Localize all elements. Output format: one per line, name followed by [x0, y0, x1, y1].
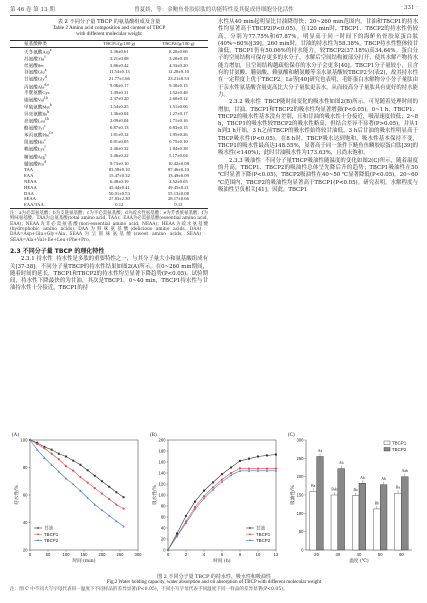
y-tick-label: 200 — [158, 437, 166, 443]
data-point — [203, 490, 205, 492]
amino-acid-name: 酪氨酸Tyr$^c$ — [24, 124, 46, 131]
data-point — [101, 480, 103, 482]
significance-label: Bab — [331, 487, 338, 492]
right-column — [218, 19, 418, 194]
amino-acid-value: 1.54±0.25 — [110, 103, 129, 109]
y-tick-label: 150 — [296, 492, 304, 498]
authors-title: 曾夏娇，等：金鲍鱼骨胶原肽的功能特性及其促成骨细胞分化活性 — [134, 7, 294, 13]
data-point — [203, 495, 205, 497]
table-row — [10, 48, 208, 56]
series-line-TBCP2 — [30, 440, 124, 526]
data-point — [72, 460, 74, 462]
amino-acid-name: 苏氨酸Thr$^f$ — [24, 55, 46, 62]
table-row — [10, 68, 208, 75]
table-row — [10, 110, 208, 117]
panel-label: (A) — [12, 433, 19, 438]
amino-acid-name: 谷氨酸Glu$^a$ — [24, 68, 47, 75]
amino-acid-value: 55.13±0.08 — [167, 190, 189, 196]
amino-acid-name: 异亮氨酸Ile$^b$ — [24, 109, 50, 117]
legend-marker — [37, 540, 39, 542]
amino-acid-value: 9.06±0.17 — [110, 83, 129, 89]
table-caption-cn: 表 2 不同分子量 TBCP 的氨基酸组成及含量 — [57, 19, 161, 25]
significance-label: Aa — [317, 449, 323, 453]
amino-acid-value: 15.47±0.32 — [108, 172, 130, 178]
data-point — [58, 458, 60, 460]
figure-caption-cn: 图 2 不同分子量 TBCP 的持水性、吸水性和吸油性 — [157, 574, 271, 580]
bar-TBCP1 — [331, 495, 338, 550]
significance-label: Ab — [381, 477, 386, 482]
chart-panel-a — [10, 430, 146, 572]
amino-acid-value: 1.52±0.48 — [169, 89, 188, 95]
table-row — [10, 138, 208, 145]
table-body — [10, 48, 208, 209]
x-axis-label: 时间 (h) — [213, 559, 231, 564]
oil-absorption-chart — [286, 430, 418, 572]
data-point — [221, 473, 223, 475]
y-tick-label: 0 — [301, 547, 304, 553]
paragraph-text: 持水性是多肽的重要特性之一，与其分子量大小和氨基酸组成有关[37-38]。不同分子量TBCP的持水性结果如图2(A)所示。在0~260 min期间，随着时间的延长，TBCP1和TBCP2的持水性均呈显著下降趋势(P<0.05)。试验期间，持水性下降最快的为甘油，其次是TBCP1。0~40 min，TBCP1持水性与甘油持水性十分接近，TBCP1的持 — [10, 256, 208, 292]
body-paragraph — [218, 158, 418, 194]
amino-acid-value: 0.81±0.05 — [110, 139, 129, 145]
y-tick-label: 60 — [22, 492, 28, 498]
x-tick-label: 40 — [356, 552, 362, 557]
y-tick-label: 300 — [296, 437, 304, 443]
amino-acid-value: 11.54±0.13 — [108, 69, 130, 75]
water-absorption-chart — [148, 430, 284, 572]
data-point — [194, 501, 196, 503]
bar-TBCP2 — [401, 477, 408, 550]
data-point — [275, 454, 277, 456]
legend-swatch — [384, 441, 390, 445]
amino-acid-value: 49.45±0.21 — [167, 184, 189, 190]
amino-acid-value: 5.17±0.04 — [169, 153, 188, 159]
amino-acid-name: 甘氨酸Gly$^d$ — [24, 75, 47, 82]
data-point — [101, 493, 103, 495]
legend-label: 甘油 — [44, 525, 53, 531]
data-point — [51, 449, 53, 451]
data-point — [230, 472, 232, 474]
data-point — [239, 460, 241, 462]
legend-label: TBCP1 — [392, 440, 407, 446]
amino-acid-value: 5.46±0.22 — [110, 153, 129, 159]
data-point — [257, 456, 259, 458]
legend-marker — [249, 527, 251, 529]
x-tick-label: 300 — [134, 552, 142, 557]
amino-acid-value: 3.86±0.42 — [110, 62, 129, 68]
data-point — [115, 504, 117, 506]
y-axis-label: 持水性/% — [15, 485, 20, 505]
amino-acid-name: 丝氨酸Ser — [24, 62, 44, 68]
data-point — [51, 453, 53, 455]
table-row — [10, 124, 208, 131]
legend-marker — [37, 527, 39, 529]
x-tick-label: 250 — [116, 552, 124, 557]
amino-acid-value: 1.95±0.26 — [169, 132, 188, 137]
legend-label: TBCP2 — [256, 538, 271, 543]
amino-acid-name: 缬氨酸Val$^{f,b}$ — [24, 95, 49, 103]
amino-acid-name: 脯氨酸Pro$^d$ — [24, 159, 47, 167]
y-tick-label: 20 — [22, 547, 28, 553]
amino-acid-value: 2.60±0.12 — [169, 96, 188, 102]
table-row — [10, 96, 208, 103]
amino-acid-name: 半胱氨酸Cys — [24, 89, 50, 95]
y-axis-label: 吸水性/% — [153, 485, 158, 505]
col-header: TBCP1/(g/100 g) — [90, 40, 149, 48]
amino-acid-value: 50.01±0.53 — [108, 190, 130, 196]
amino-acid-value: 0.87±0.13 — [110, 124, 129, 130]
legend-label: TBCP1 — [44, 531, 59, 537]
amino-acid-value: 5.36±0.61 — [110, 48, 129, 54]
data-point — [65, 456, 67, 458]
amino-acid-value: 0.83±0.15 — [169, 124, 188, 130]
table-row — [10, 153, 208, 160]
amino-acid-name: TAA — [24, 167, 34, 172]
significance-label: Ab — [338, 461, 344, 466]
table-row — [10, 145, 208, 152]
amino-acid-name: DAA — [24, 190, 34, 196]
y-tick-label: 140 — [158, 470, 166, 476]
table-row — [10, 75, 208, 82]
amino-acid-value: 10.42±0.08 — [167, 160, 189, 166]
amino-acid-value: 45.44±0.41 — [108, 184, 130, 190]
amino-acid-name: 苯丙氨酸Phe$^{f,e}$ — [24, 131, 54, 138]
col-header: 氨基酸种类 — [10, 40, 90, 48]
x-tick-label: 8 — [238, 552, 242, 557]
significance-label: Ba — [395, 485, 401, 490]
x-tick-label: 2 — [184, 552, 188, 557]
amino-acid-value: 87.46±0.10 — [167, 167, 189, 172]
legend-marker — [249, 533, 251, 535]
amino-acid-name: 组氨酸His$^c$ — [24, 138, 46, 145]
y-tick-label: 20 — [160, 536, 166, 542]
amino-acid-value: 1.27±0.17 — [169, 110, 188, 116]
x-tick-label: 30 — [335, 552, 341, 557]
amino-acid-value: 27.83±2.30 — [108, 196, 130, 202]
chart-panel-b — [148, 430, 284, 572]
table-row — [10, 83, 208, 90]
y-tick-label: 50 — [298, 529, 304, 535]
paragraph-text: 不同分子量TBCP吸油性随温度的变化如图2(C)所示，随着温度的升高，TBCP1、TBCP2的吸油性总体呈先降后升的趋势；TBCP1吸油性在50 ℃时显著下降(P<0.05)，TBCP2吸油性在40~50 ℃显著降低(P<0.05)。20~60 ℃范围内，TBCP2的吸油性均显著高于TBCP1(P<0.05)。研究表明，水解程度与吸油性呈负相关[41]。因此，TBCP1 — [218, 157, 419, 193]
legend-swatch — [384, 448, 390, 452]
table-row — [10, 103, 208, 110]
data-point — [194, 506, 196, 508]
data-point — [94, 487, 96, 489]
volume-issue: 第 46 卷 第 13 期 — [10, 7, 55, 13]
amino-acid-value: 3.21±0.08 — [110, 56, 129, 62]
y-tick-label: 100 — [158, 492, 166, 498]
significance-label: Bb — [374, 501, 380, 506]
amino-acid-value: 2.37±0.20 — [110, 96, 129, 102]
amino-acid-value: 83.58±0.10 — [108, 167, 130, 172]
bar-TBCP2 — [359, 483, 366, 550]
significance-label: Ab — [360, 475, 365, 480]
y-tick-label: 250 — [296, 455, 304, 461]
panel-label: (B) — [150, 433, 157, 438]
bar-TBCP2 — [317, 457, 324, 551]
amino-acid-name: 赖氨酸Lys$^f$ — [24, 145, 46, 153]
amino-acid-name: NEAA — [24, 178, 37, 184]
amino-acid-value: 0.12 — [90, 202, 149, 208]
subsection-title: 2.3.3 吸油性 — [229, 157, 261, 164]
amino-acid-value: 1.51±0.06 — [169, 103, 188, 109]
amino-acid-value: 1.84±0.38 — [169, 146, 188, 152]
data-point — [266, 468, 268, 470]
y-tick-label: 180 — [158, 448, 166, 454]
x-tick-label: 12 — [273, 552, 279, 557]
subsection-title: 2.3.2 吸水性 — [229, 99, 261, 106]
x-tick-label: 0 — [166, 552, 170, 557]
data-point — [248, 468, 250, 470]
amino-acid-value: 9.73±0.10 — [110, 160, 129, 166]
data-point — [43, 447, 45, 449]
data-point — [79, 464, 81, 466]
amino-acid-value: 6.48±0.19 — [110, 178, 129, 184]
page-number: · 331 · — [400, 5, 418, 11]
x-tick-label: 10 — [255, 552, 261, 557]
y-axis-label: 吸油性/% — [291, 485, 296, 505]
bar-TBCP1 — [373, 509, 380, 550]
water-holding-chart — [10, 430, 146, 572]
table-header-row — [10, 40, 208, 48]
amino-acid-value: 4.33±0.20 — [169, 62, 188, 68]
data-point — [87, 482, 89, 484]
amino-acid-value: 2.09±0.04 — [110, 117, 129, 123]
amino-acid-value: 0.75±0.10 — [169, 139, 188, 145]
data-point — [94, 475, 96, 477]
amino-acid-name: EAA — [24, 172, 34, 178]
x-tick-label: 4 — [202, 552, 206, 557]
data-point — [230, 467, 232, 469]
header-rule — [10, 15, 418, 16]
x-axis-label: 温度 (℃) — [349, 559, 369, 564]
amino-acid-name: 天冬氨酸Asp$^a$ — [24, 48, 52, 55]
data-point — [72, 469, 74, 471]
data-point — [275, 468, 277, 470]
significance-label: Ba — [353, 488, 358, 493]
x-tick-label: 50 — [377, 552, 383, 557]
table-row — [10, 202, 208, 208]
data-point — [108, 498, 110, 500]
legend-marker — [37, 533, 39, 535]
amino-acid-value: 9.30±0.15 — [169, 83, 188, 89]
y-tick-label: 100 — [296, 510, 304, 516]
data-point — [212, 481, 214, 483]
amino-acid-name: SEAA — [24, 196, 36, 202]
data-point — [248, 458, 250, 460]
amino-acid-name: 精氨酸Arg$^c$ — [24, 152, 47, 160]
y-tick-label: 60 — [160, 514, 166, 520]
data-point — [239, 467, 241, 469]
y-tick-label: 80 — [160, 503, 166, 509]
figure-caption-en: Fig.2 Water holding capacity, water absorption and oil absorption of TBCP with different molecular weight — [106, 580, 322, 585]
data-point — [115, 491, 117, 493]
y-tick-label: 0 — [163, 547, 166, 553]
x-tick-label: 20 — [314, 552, 319, 557]
amino-acid-value: 3.20±0.18 — [169, 56, 188, 62]
amino-acid-value: 0.12 — [149, 202, 208, 208]
data-point — [123, 496, 125, 498]
legend-label: TBCP2 — [392, 446, 407, 452]
y-tick-label: 120 — [158, 481, 166, 487]
table-row — [10, 160, 208, 167]
data-point — [108, 486, 110, 488]
table-row — [10, 55, 208, 62]
bar-TBCP1 — [352, 496, 359, 550]
y-tick-label: 40 — [160, 525, 166, 531]
data-point — [79, 476, 81, 478]
chart-panel-c — [286, 430, 418, 572]
amino-acid-value: 28.17±0.66 — [167, 196, 189, 202]
bar-TBCP2 — [338, 469, 345, 550]
amino-acid-value: 1.81±0.12 — [110, 132, 129, 137]
amino-acid-value: 12.28±0.10 — [167, 69, 189, 75]
running-header — [10, 3, 418, 15]
legend-label: 甘油 — [256, 525, 265, 531]
amino-acid-value: 1.71±0.16 — [169, 117, 188, 123]
significance-label: Aab — [401, 469, 408, 474]
x-tick-label: 150 — [80, 552, 88, 557]
x-tick-label: 100 — [62, 552, 70, 557]
y-tick-label: 200 — [296, 474, 304, 480]
data-point — [36, 443, 38, 445]
amino-acid-value: 21.77±1.66 — [108, 76, 130, 82]
amino-acid-name: HEAA — [24, 184, 37, 190]
amino-acid-name: 甲硫氨酸Met$^b$ — [24, 102, 52, 110]
left-column — [10, 19, 208, 293]
body-paragraph — [10, 256, 208, 292]
y-tick-label: 160 — [158, 459, 166, 465]
legend-marker — [249, 540, 251, 542]
figure-2 — [10, 430, 418, 578]
figure-note: 注：图 C 中不同大写字母代表同一温度下不同样品的差异显著(P<0.05)，不同小写字母代表不同温度下同一样品的差异显著(P<0.05)。 — [10, 587, 288, 592]
amino-acid-value: 8.20±0.66 — [169, 48, 188, 54]
legend-label: TBCP1 — [256, 531, 271, 537]
data-point — [185, 515, 187, 517]
bar-TBCP1 — [310, 491, 317, 550]
col-header: TBCP2/(g/100 g) — [149, 40, 208, 48]
table-row — [10, 117, 208, 124]
x-tick-label: 60 — [399, 552, 404, 557]
data-point — [212, 486, 214, 488]
amino-acid-table — [10, 40, 208, 209]
data-point — [257, 468, 259, 470]
data-point — [87, 469, 89, 471]
x-tick-label: 6 — [220, 552, 224, 557]
panel-label: (C) — [288, 433, 295, 438]
x-tick-label: 200 — [98, 552, 106, 557]
y-tick-label: 80 — [22, 465, 28, 470]
body-paragraph: 水性从40 min起明显比甘油降得快；20~260 min范围内，甘油和TBCP1的持水性均显著高于TBCP2(P<0.05)。在120 min时，TBCP1、TBCP2的持水性仍较高，分别为77.75%和67.87%，明显高于同一时间下的海鲈鱼骨胶原蛋白肽(40%~60%)[39]。260 min时，甘油的持水性为58.38%，TBCP持水性整体较甘油低，TBCP1仍有50.06%的持水能力，较TBCP2(37.18%)高34.64%。蛋白分子的空间结构可保存更多的水分子，水解后空间结构被部分打开，使其水解产物持水能力增加，且空间结构越疏松保存的水分子会更多[40]。TBCP1分子量较小，且含有的甘氨酸、脯氨酸、赖氨酸和精氨酸等亲水氨基酸较TBCP2少(表2)，故其持水性在一定程度上优于TBCP2。Le等[40]研究也表明，毛虾蛋白水解物分小分子量肽由于亲水性氨基酸含量更高比大分子量肽更亲水，从而较高分子量肽具有更好的持水能力。 — [218, 19, 418, 98]
data-point — [58, 453, 60, 455]
data-point — [65, 465, 67, 467]
x-axis-label: 时间 (min) — [72, 559, 96, 564]
amino-acid-name: 丙氨酸Ala$^{d,e}$ — [24, 82, 49, 90]
paragraph-text: TBCP随时间变化的吸水性如图2(B)所示。可见随着处理时间的增加，甘油、TBCP1和TBCP2的吸水性均显著增强(P<0.05)。0~1 h，TBCP1、TBCP2的吸水性基本没有差别，且和甘油的吸水性十分接近，吸湿速度较低；2~8 h，TBCP1的吸水性较TBCP2的吸水性略高，但结合差异不显著(P>0.05)，并从1 h到3 h开始，3 h之前TBCP的吸水性始终较甘油低，3 h后甘油的吸水性明显高于TBCP吸水性(P<0.05)。在8 h时，TBCP吸水达到饱和，吸水性基本保持不变，TBCP1的吸水性最高达148.55%，显著高于同一条件下鲢鱼鱼鳞胶原蛋白肽[39]的吸水性(<140%)；此时甘油吸水性为173.63%，且尚未饱和。 — [218, 99, 418, 157]
x-tick-label: 50 — [45, 552, 51, 557]
subsection-title: 2.3.1 持水性 — [21, 256, 53, 263]
x-tick-label: 0 — [28, 552, 32, 557]
table-caption-en-2: with different molecular weight — [76, 31, 142, 38]
amino-acid-name: 亮氨酸Leu$^{f,b}$ — [24, 116, 50, 124]
amino-acid-name: EAA/TAA — [10, 202, 90, 208]
y-tick-label: 40 — [22, 520, 28, 525]
amino-acid-value: 2.46±0.32 — [110, 146, 129, 152]
amino-acid-value: 13.49±0.09 — [167, 172, 189, 178]
significance-label: Ba — [311, 483, 316, 488]
data-point — [123, 508, 125, 510]
table-note: 注：a为必需氨基酸；b为支链氨基酸；c为半必需氨基酸；d为疏水性氨基酸；e为芳香族氨基酸；f为鲜味氨基酸。TAA为总氨基酸(total amino acid, TAA)；EAA为必需氨基酸(essential amino acid, EAA)；NEAA为非必需氨基酸(non-essential amino acid, NEAA)；HEAA为疏水氨基酸(hydrophobic amino acids)；DAA为鲜味氨基酸(delicious amino acids, DAA)：DAA=Asp+Glu+Gly+Ala；SEAA为呈甜味氨基酸(sweet amino acids, SEAA)：SEAA=Ala+Val+Ile+Leu+Phe+Pro。 — [10, 210, 208, 243]
data-point — [266, 454, 268, 456]
amino-acid-value: 2.52±0.03 — [169, 178, 188, 184]
section-title: 2.3 不同分子量 TBCP 的理化特性 — [10, 248, 105, 256]
bar-TBCP2 — [380, 485, 387, 550]
legend-label: TBCP2 — [44, 538, 59, 543]
amino-acid-value: 23.21±0.53 — [167, 76, 189, 82]
y-tick-label: 100 — [20, 437, 28, 443]
table-row — [10, 131, 208, 138]
data-point — [221, 479, 223, 481]
bar-TBCP1 — [395, 493, 402, 550]
amino-acid-value: 1.36±0.04 — [110, 110, 129, 116]
amino-acid-value: 1.49±0.31 — [110, 89, 129, 95]
body-paragraph — [218, 99, 418, 157]
table-caption-en-1: Table 2 Amino acid composition and content of TBCP — [52, 25, 166, 32]
